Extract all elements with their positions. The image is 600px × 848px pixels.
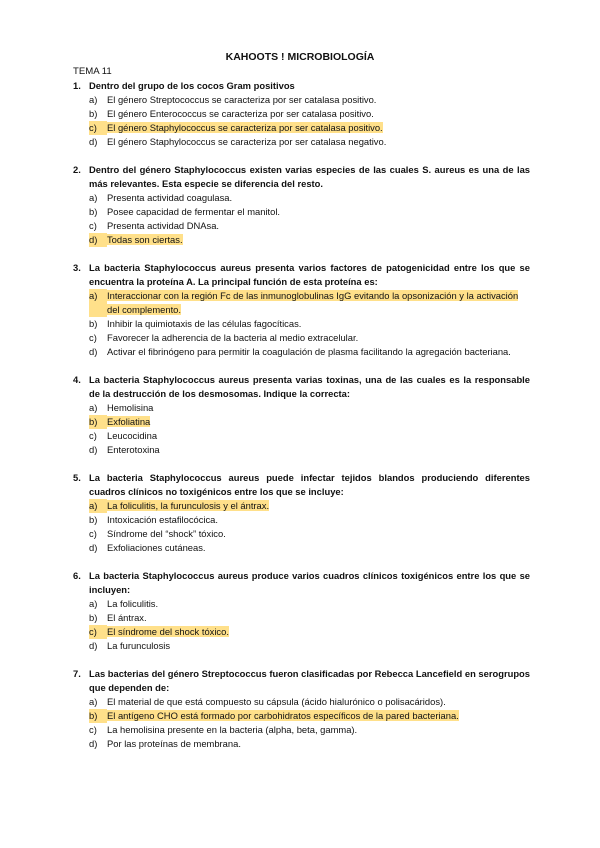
answer-option-correct <box>89 121 530 135</box>
answer-option <box>89 93 530 107</box>
option-letter: c) <box>89 528 97 539</box>
question-number: 5. <box>73 472 81 483</box>
option-text: Exfoliaciones cutáneas. <box>107 542 206 553</box>
option-letter: a) <box>89 402 98 413</box>
answer-option <box>89 695 530 709</box>
question <box>73 261 530 359</box>
question-body: Dentro del grupo de los cocos Gram positivos <box>89 80 295 91</box>
option-text: El antígeno CHO está formado por carbohidratos específicos de la pared bacteriana. <box>107 710 459 721</box>
option-letter: c) <box>89 121 107 135</box>
question-list <box>73 79 530 765</box>
option-text: Intoxicación estafilocócica. <box>107 514 218 525</box>
answer-option <box>89 527 530 541</box>
option-text: Presenta actividad DNAsa. <box>107 220 220 231</box>
section-label: TEMA 11 <box>73 66 112 77</box>
document-title: KAHOOTS ! MICROBIOLOGÍA <box>225 51 375 63</box>
option-text: Activar el fibrinógeno para permitir la coagulación de plasma facilitando la agregación bacteriana. <box>107 346 511 357</box>
answer-option <box>89 317 530 331</box>
option-text: Interaccionar con la región Fc de las inmunoglobulinas IgG evitando la opsonización y la activación del complemento. <box>107 290 519 315</box>
option-letter: d) <box>89 346 98 357</box>
option-text: Exfoliatina <box>107 416 151 427</box>
option-letter: a) <box>89 94 98 105</box>
question-body: La bacteria Staphylococcus aureus presenta varias toxinas, una de las cuales es la responsable de la destrucción de los desmosomas. Indique la correcta: <box>89 374 530 399</box>
answer-option <box>89 429 530 443</box>
option-letter: d) <box>89 542 98 553</box>
option-letter: c) <box>89 220 97 231</box>
option-letter: c) <box>89 625 107 639</box>
answer-option-correct <box>89 415 530 429</box>
option-text: Síndrome del “shock” tóxico. <box>107 528 226 539</box>
option-text: El género Streptococcus se caracteriza por ser catalasa positivo. <box>107 94 377 105</box>
question-number: 4. <box>73 374 81 385</box>
answer-option <box>89 191 530 205</box>
option-text: El género Staphylococcus se caracteriza por ser catalasa positivo. <box>107 122 383 133</box>
answer-option <box>89 639 530 653</box>
option-text: La furunculosis <box>107 640 171 651</box>
answer-option <box>89 107 530 121</box>
answer-option-correct <box>89 233 530 247</box>
option-letter: b) <box>89 415 107 429</box>
question <box>73 163 530 247</box>
answer-option <box>89 513 530 527</box>
option-text: El ántrax. <box>107 612 147 623</box>
answer-option-correct <box>89 289 530 317</box>
option-letter: a) <box>89 696 98 707</box>
question-number: 6. <box>73 570 81 581</box>
option-text: La hemolisina presente en la bacteria (alpha, beta, gamma). <box>107 724 358 735</box>
option-text: Favorecer la adherencia de la bacteria al medio extracelular. <box>107 332 359 343</box>
option-text: Todas son ciertas. <box>107 234 183 245</box>
question-text <box>73 79 530 93</box>
option-letter: d) <box>89 738 98 749</box>
option-text: Enterotoxina <box>107 444 160 455</box>
option-text: Por las proteínas de membrana. <box>107 738 241 749</box>
question-body: La bacteria Staphylococcus aureus puede infectar tejidos blandos produciendo diferentes cuadros clínicos no toxigénicos entre los que se incluye: <box>89 472 530 497</box>
answer-option <box>89 219 530 233</box>
question-text <box>73 569 530 597</box>
answer-option <box>89 135 530 149</box>
question-body: La bacteria Staphylococcus aureus produce varios cuadros clínicos toxigénicos entre los que se incluyen: <box>89 570 530 595</box>
question-text <box>73 163 530 191</box>
option-letter: b) <box>89 514 98 525</box>
question <box>73 79 530 149</box>
answer-option <box>89 331 530 345</box>
option-text: El material de que está compuesto su cápsula (ácido hialurónico o polisacáridos). <box>107 696 446 707</box>
option-text: Hemolisina <box>107 402 154 413</box>
answer-option <box>89 737 530 751</box>
answer-option <box>89 597 530 611</box>
option-letter: b) <box>89 206 98 217</box>
option-text: Presenta actividad coagulasa. <box>107 192 233 203</box>
question-text <box>73 471 530 499</box>
question-number: 3. <box>73 262 81 273</box>
question-body: Las bacterias del género Streptococcus fueron clasificadas por Rebecca Lancefield en serogrupos que dependen de: <box>89 668 530 693</box>
answer-option-correct <box>89 625 530 639</box>
option-letter: d) <box>89 640 98 651</box>
option-letter: d) <box>89 136 98 147</box>
answer-option <box>89 611 530 625</box>
answer-option-correct <box>89 499 530 513</box>
answer-option-correct <box>89 709 530 723</box>
option-text: La foliculitis. <box>107 598 159 609</box>
question-text <box>73 261 530 289</box>
answer-option <box>89 443 530 457</box>
question-text <box>73 667 530 695</box>
question-number: 2. <box>73 164 81 175</box>
option-letter: d) <box>89 233 107 247</box>
option-letter: b) <box>89 709 107 723</box>
option-text: El género Staphylococcus se caracteriza por ser catalasa negativo. <box>107 136 387 147</box>
question <box>73 471 530 555</box>
option-letter: b) <box>89 318 98 329</box>
answer-option <box>89 345 530 359</box>
question-text <box>73 373 530 401</box>
option-letter: c) <box>89 724 97 735</box>
option-letter: b) <box>89 612 98 623</box>
option-text: Posee capacidad de fermentar el manitol. <box>107 206 281 217</box>
option-letter: a) <box>89 192 98 203</box>
option-text: Leucocidina <box>107 430 158 441</box>
answer-option <box>89 401 530 415</box>
answer-option <box>89 541 530 555</box>
question <box>73 373 530 457</box>
answer-option <box>89 205 530 219</box>
question-body: La bacteria Staphylococcus aureus presenta varios factores de patogenicidad entre los que se encuentra la proteína A. La principal función de esta proteína es: <box>89 262 530 287</box>
question <box>73 569 530 653</box>
option-text: El síndrome del shock tóxico. <box>107 626 229 637</box>
option-letter: a) <box>89 289 107 317</box>
option-letter: c) <box>89 332 97 343</box>
answer-option <box>89 723 530 737</box>
option-letter: a) <box>89 499 107 513</box>
question <box>73 667 530 751</box>
option-letter: d) <box>89 444 98 455</box>
option-letter: b) <box>89 108 98 119</box>
option-text: Inhibir la quimiotaxis de las células fagocíticas. <box>107 318 302 329</box>
option-letter: c) <box>89 430 97 441</box>
question-body: Dentro del género Staphylococcus existen varias especies de las cuales S. aureus es una de las más relevantes. Esta especie se diferencia del resto. <box>89 164 530 189</box>
option-letter: a) <box>89 598 98 609</box>
option-text: La foliculitis, la furunculosis y el ántrax. <box>107 500 270 511</box>
question-number: 7. <box>73 668 81 679</box>
question-number: 1. <box>73 80 81 91</box>
option-text: El género Enterococcus se caracteriza por ser catalasa positivo. <box>107 108 374 119</box>
